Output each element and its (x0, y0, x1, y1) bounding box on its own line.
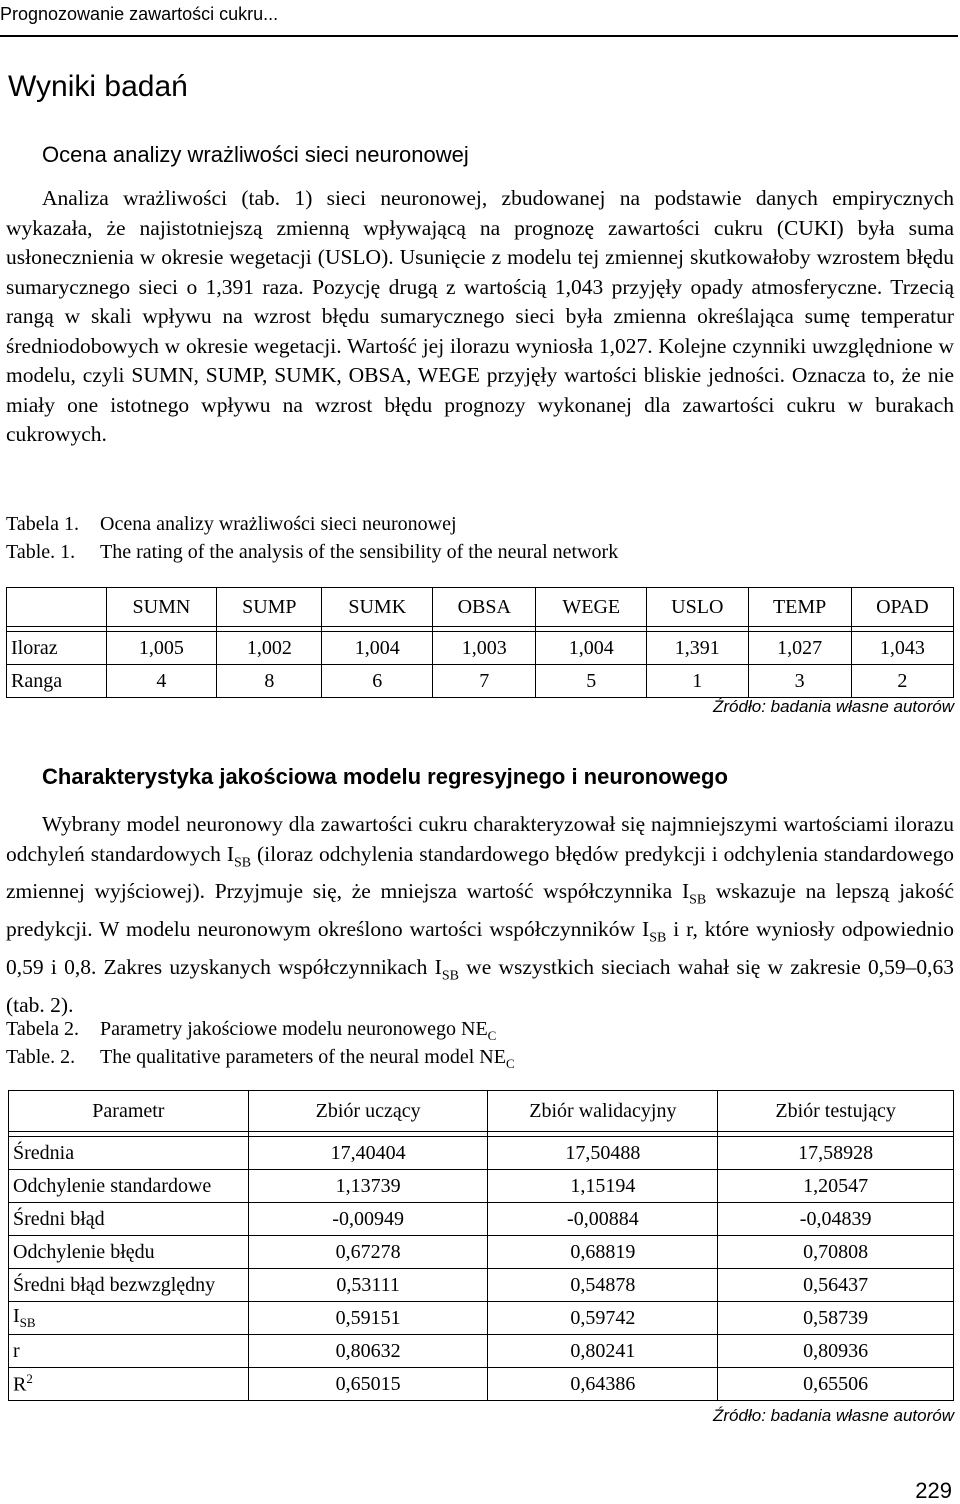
table1-cell: 3 (748, 665, 851, 698)
table2-source: Źródło: badania własne autorów (713, 1406, 954, 1425)
quality-text-part: we wszystkich sieciach wahał się w zakresie 0,59–0,63 (tab. 2). (6, 954, 955, 1017)
table1-cell: 1,004 (536, 632, 647, 665)
table2-cell: 0,53111 (248, 1269, 488, 1302)
table2-caption-en (6, 1043, 515, 1078)
table1-source: Źródło: badania własne autorów (713, 697, 954, 716)
table2-cell: 0,64386 (488, 1368, 718, 1401)
table2-cell: 17,50488 (488, 1137, 718, 1170)
table2-col-header: Zbiór walidacyjny (488, 1091, 718, 1132)
paragraph-quality (6, 810, 954, 1020)
table1-cell: 6 (322, 665, 433, 698)
table2-cell: 0,65506 (718, 1368, 954, 1401)
table1-cell: 1,391 (647, 632, 748, 665)
table1-cell: 8 (217, 665, 322, 698)
table1-col-header: SUMP (217, 588, 322, 627)
table2-cell: 17,40404 (248, 1137, 488, 1170)
table1-col-header: SUMK (322, 588, 433, 627)
table1-caption-pl (6, 510, 457, 538)
table2-caption-pl-label: Tabela 2. (6, 1018, 80, 1040)
row-label-text: R (13, 1373, 27, 1396)
table2-caption-en-text: The qualitative parameters of the neural model NE (100, 1046, 506, 1068)
table2-cell: -0,00884 (488, 1203, 718, 1236)
table2-caption-en-label: Table. 2. (6, 1046, 76, 1068)
sensitivity-table (6, 587, 954, 698)
table-row (9, 1269, 954, 1302)
table2-header-row (9, 1091, 954, 1132)
table1-caption-en (6, 538, 618, 566)
paragraph-quality-text (6, 810, 954, 1020)
quality-text-part: wskazuje na lepszą jakość predykcji. W modelu neuronowym określono wartości współczynników I (6, 879, 954, 942)
table-row (7, 632, 954, 665)
table2-cell: 1,13739 (248, 1170, 488, 1203)
table1-cell: 7 (433, 665, 536, 698)
table2-row-label: Odchylenie standardowe (9, 1170, 249, 1203)
header-rule (0, 35, 958, 37)
subsection-title-1: Ocena analizy wrażliwości sieci neuronowej (42, 142, 469, 167)
table1-cell: 1,003 (433, 632, 536, 665)
section-title: Wyniki badań (8, 70, 188, 103)
table-row (9, 1203, 954, 1236)
table-row (9, 1170, 954, 1203)
table2-cell: -0,00949 (248, 1203, 488, 1236)
table-row (9, 1368, 954, 1401)
table2-row-label: Odchylenie błędu (9, 1236, 249, 1269)
table-row (9, 1335, 954, 1368)
table1-cell: 1,005 (106, 632, 217, 665)
subscript-sb: SB (689, 892, 707, 908)
table1-corner-cell (7, 588, 107, 627)
table2-cell: 17,58928 (718, 1137, 954, 1170)
table2-col-header: Zbiór uczący (248, 1091, 488, 1132)
table2-cell: 1,20547 (718, 1170, 954, 1203)
table1-row-label: Ranga (7, 665, 107, 698)
table1-header-row (7, 588, 954, 627)
table2-caption-pl-text: Parametry jakościowe modelu neuronowego NE (100, 1018, 488, 1040)
table2-cell: 0,80632 (248, 1335, 488, 1368)
table2-cell: 0,65015 (248, 1368, 488, 1401)
table1-cell: 2 (851, 665, 953, 698)
table-row (9, 1302, 954, 1335)
table2-cell: 0,67278 (248, 1236, 488, 1269)
quality-text-part: Wybrany model neuronowy dla zawartości cukru charakteryzował się najmniejszymi wartościami ilorazu odchyleń standardowych I (6, 812, 954, 866)
table2-cell: 0,56437 (718, 1269, 954, 1302)
table1-cell: 4 (106, 665, 217, 698)
table1-caption-en-text: The rating of the analysis of the sensibility of the neural network (100, 541, 619, 563)
table1-caption-pl-label: Tabela 1. (6, 513, 80, 535)
table2-cell: -0,04839 (718, 1203, 954, 1236)
table1-col-header: SUMN (106, 588, 217, 627)
table2-row-label: Średni błąd (9, 1203, 249, 1236)
table2-cell: 0,59151 (248, 1302, 488, 1335)
table2-row-label: Średnia (9, 1137, 249, 1170)
table1-col-header: USLO (647, 588, 748, 627)
table2-caption-sub: C (505, 1056, 515, 1071)
paragraph-sensitivity (6, 184, 954, 450)
table1-cell: 1 (647, 665, 748, 698)
subsection-title-2: Charakterystyka jakościowa modelu regresyjnego i neuronowego (42, 764, 728, 789)
table2-cell: 0,80241 (488, 1335, 718, 1368)
table1-caption-pl-text: Ocena analizy wrażliwości sieci neuronowej (100, 513, 457, 535)
page-number: 229 (915, 1478, 952, 1503)
table-row (7, 665, 954, 698)
subscript-sb: SB (233, 854, 252, 870)
running-header: Prognozowanie zawartości cukru... (0, 4, 279, 24)
paragraph-sensitivity-text: Analiza wrażliwości (tab. 1) sieci neuronowej, zbudowanej na podstawie danych empirycznych wykazała, że najistotniejszą zmienną wpływającą na prognozę zawartości cukru (CUKI) była suma usłonecznienia w okresie wegetacji (USLO). Usunięcie z modelu tej zmiennej skutkowałoby wzrostem błędu sumarycznego sieci o 1,391 raza. Pozycję drugą z wartością 1,043 przyjęły opady atmosferyczne. Trzecią rangą w skali wpływu na wzrost błędu sumarycznego sieci była zmienna określająca sumę temperatur średniodobowych w okresie wegetacji. Wartość jej ilorazu wyniosła 1,027. Kolejne czynniki uwzględnione w modelu, czyli SUMN, SUMP, SUMK, OBSA, WEGE przyjęły wartości bliskie jedności. Oznacza to, że nie miały one istotnego wpływu na wzrost błędu prognozy wykonanej dla zawartości cukru w burakach cukrowych. (6, 186, 954, 446)
table2-caption-sub: C (487, 1028, 497, 1043)
table-row (9, 1236, 954, 1269)
quality-text-part: i r, które wyniosły odpowiednio 0,59 i 0,8. Zakres uzyskanych współczynnikach I (6, 917, 954, 979)
quality-table (8, 1090, 954, 1401)
table2-col-header: Parametr (9, 1091, 249, 1132)
table2-cell: 0,70808 (718, 1236, 954, 1269)
table1-col-header: OPAD (851, 588, 953, 627)
table2-row-label (9, 1368, 249, 1401)
row-label-subscript: SB (19, 1315, 36, 1330)
table1-caption-en-label: Table. 1. (6, 541, 76, 563)
table1-col-header: OBSA (433, 588, 536, 627)
table2-cell: 0,80936 (718, 1335, 954, 1368)
table2-cell: 0,68819 (488, 1236, 718, 1269)
table2-cell: 1,15194 (488, 1170, 718, 1203)
subscript-sb: SB (441, 968, 459, 984)
table1-cell: 1,004 (322, 632, 433, 665)
table1-cell: 5 (536, 665, 647, 698)
table2-col-header: Zbiór testujący (718, 1091, 954, 1132)
table2-cell: 0,59742 (488, 1302, 718, 1335)
table2-row-label: Średni błąd bezwzględny (9, 1269, 249, 1302)
table2-cell: 0,58739 (718, 1302, 954, 1335)
table-row (9, 1137, 954, 1170)
table1-col-header: TEMP (748, 588, 851, 627)
table1-cell: 1,002 (217, 632, 322, 665)
table2-row-label: r (9, 1335, 249, 1368)
table1-cell: 1,043 (851, 632, 953, 665)
quality-text-part: (iloraz odchylenia standardowego błędów predykcji i odchylenia standardowego zmiennej wyjściowej). Przyjmuje się, że mniejsza wartość współczynnika I (6, 841, 954, 904)
table2-cell: 0,54878 (488, 1269, 718, 1302)
table2-row-label (9, 1302, 249, 1335)
table1-cell: 1,027 (748, 632, 851, 665)
table1-row-label: Iloraz (7, 632, 107, 665)
table1-col-header: WEGE (536, 588, 647, 627)
subscript-sb: SB (649, 930, 667, 946)
row-label-superscript: 2 (26, 1371, 33, 1387)
row-label-text: I (13, 1305, 20, 1327)
